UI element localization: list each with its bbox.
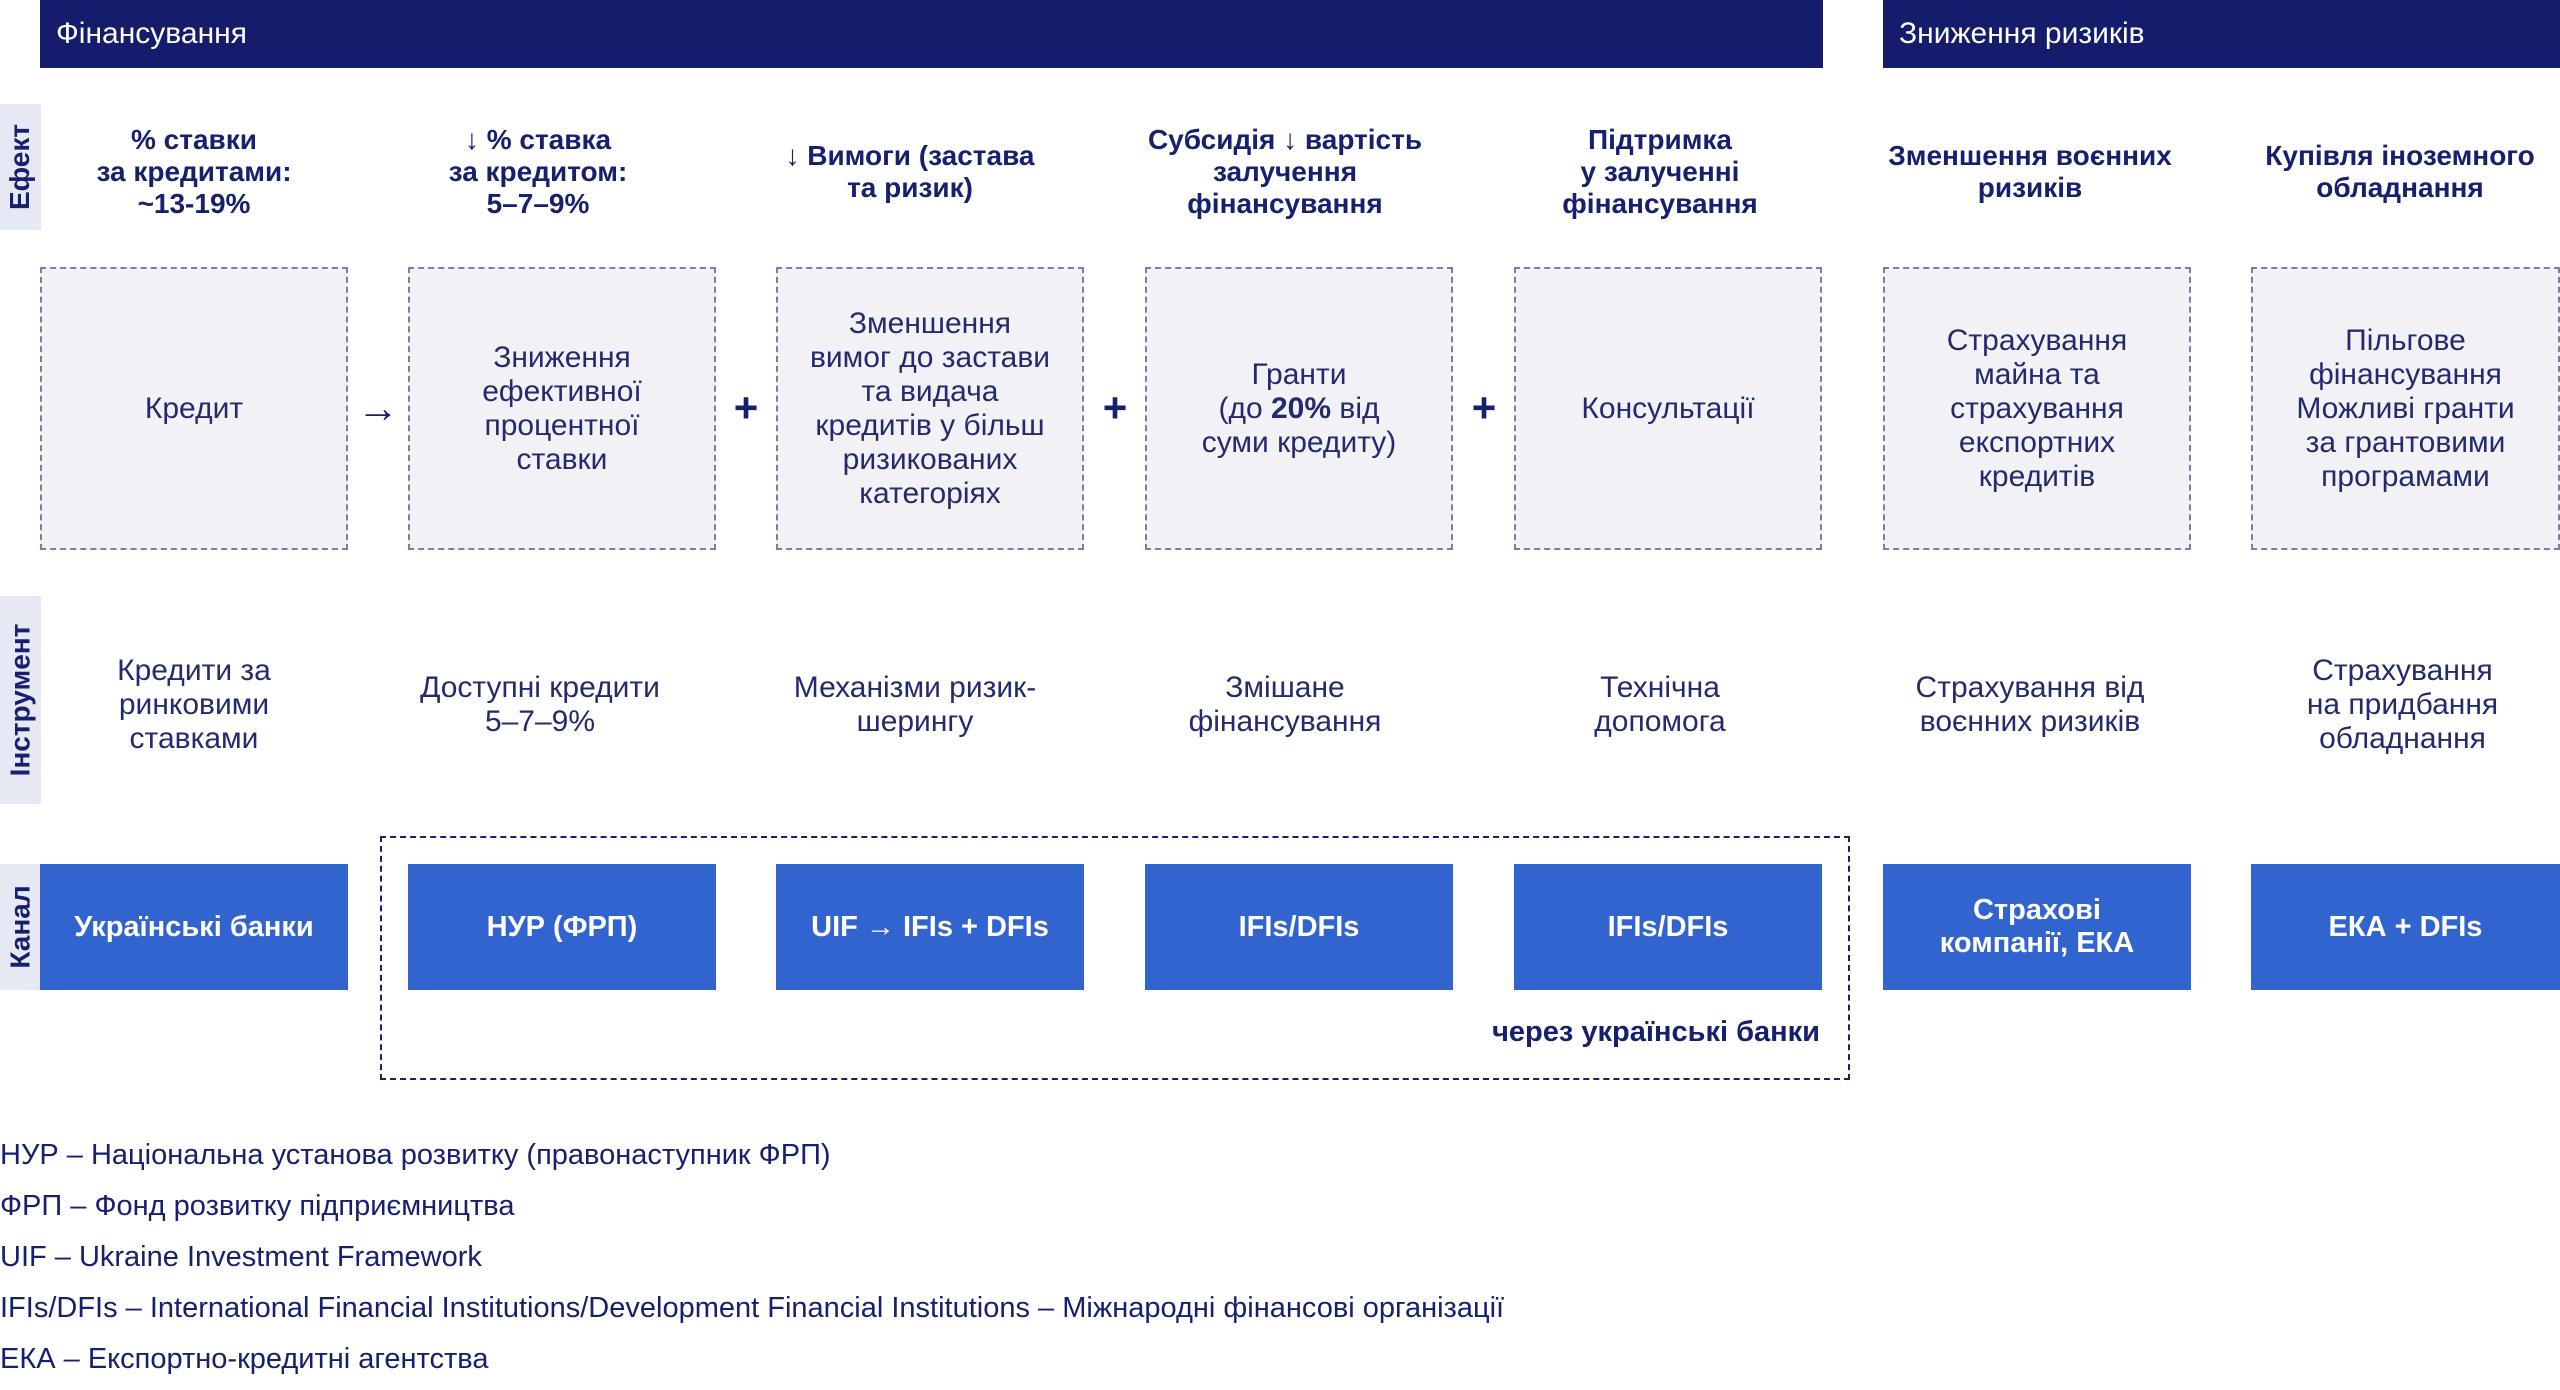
card-rate-reduction: Зниження ефективної процентної ставки bbox=[408, 267, 716, 550]
row-label-channel bbox=[0, 864, 41, 990]
row-label-effect bbox=[0, 104, 41, 230]
plus-icon: + bbox=[1102, 384, 1128, 431]
card-collateral: Зменшення вимог до застави та видача кредитів у більш ризикованих категоріях bbox=[776, 267, 1084, 550]
risk-reduction-banner-label: Зниження ризиків bbox=[1899, 17, 2145, 50]
legend-item: IFIs/DFIs – International Financial Institutions/Development Financial Institutions – Міжнародні фінансові організації bbox=[0, 1292, 1505, 1324]
effect-1: % ставки за кредитами: ~13-19% bbox=[96, 123, 292, 219]
channel-nur: НУР (ФРП) bbox=[408, 864, 716, 990]
card-consulting: Консультації bbox=[1514, 267, 1822, 550]
card-grants bbox=[1145, 267, 1453, 550]
financing-banner-label: Фінансування bbox=[56, 17, 247, 50]
card-insurance: Страхування майна та страхування експортних кредитів bbox=[1883, 267, 2191, 550]
row-label-effect-text: Ефект bbox=[4, 123, 36, 211]
instrument-1: Кредити за ринковими ставками bbox=[117, 654, 271, 755]
row-label-channel-text: Канал bbox=[4, 885, 36, 969]
effect-4: Субсидія ↓ вартість залучення фінансування bbox=[1147, 123, 1423, 219]
channel-ifis-dfis-1: IFIs/DFIs bbox=[1145, 864, 1453, 990]
channel-ukrainian-banks: Українські банки bbox=[40, 864, 348, 990]
legend-item: НУР – Національна установа розвитку (правонаступник ФРП) bbox=[0, 1139, 831, 1171]
effect-7: Купівля іноземного обладнання bbox=[2265, 139, 2535, 203]
channel-uif: UIF → IFIs + DFIs bbox=[776, 864, 1084, 990]
channel-eka-dfis: ЕКА + DFIs bbox=[2251, 864, 2560, 990]
financing-banner bbox=[40, 0, 1823, 68]
effect-5: Підтримка у залученні фінансування bbox=[1562, 123, 1758, 219]
card-preferential: Пільгове фінансування Можливі гранти за грантовими програмами bbox=[2251, 267, 2560, 550]
effect-6: Зменшення воєнних ризиків bbox=[1888, 139, 2172, 203]
legend-item: ФРП – Фонд розвитку підприємництва bbox=[0, 1190, 515, 1222]
row-label-instrument bbox=[0, 596, 41, 804]
instrument-2: Доступні кредити 5–7–9% bbox=[420, 671, 660, 738]
plus-icon: + bbox=[733, 384, 759, 431]
legend-item: ЕКА – Експортно-кредитні агентства bbox=[0, 1343, 489, 1375]
instrument-6: Страхування від воєнних ризиків bbox=[1915, 671, 2145, 738]
effect-2: ↓ % ставка за кредитом: 5–7–9% bbox=[448, 123, 628, 219]
plus-icon: + bbox=[1471, 384, 1497, 431]
card-grants-percent: 20% bbox=[1271, 391, 1332, 425]
card-credit: Кредит bbox=[40, 267, 348, 550]
effect-3: ↓ Вимоги (застава та ризик) bbox=[785, 139, 1035, 203]
legend bbox=[0, 1135, 1504, 1390]
legend-item: UIF – Ukraine Investment Framework bbox=[0, 1241, 482, 1273]
instrument-5: Технічна допомога bbox=[1594, 671, 1726, 738]
instrument-7: Страхування на придбання обладнання bbox=[2306, 654, 2499, 755]
channel-insurance-companies: Страхові компанії, ЕКА bbox=[1883, 864, 2191, 990]
via-banks-label: через українські банки bbox=[1492, 1016, 1820, 1048]
card-grants-text-pre: Гранти (до bbox=[1218, 357, 1347, 425]
channel-ifis-dfis-2: IFIs/DFIs bbox=[1514, 864, 1822, 990]
row-label-instrument-text: Інструмент bbox=[4, 623, 36, 777]
risk-reduction-banner bbox=[1883, 0, 2560, 68]
arrow-right-icon: → bbox=[357, 384, 399, 431]
instrument-4: Змішане фінансування bbox=[1188, 671, 1382, 738]
card-grants-text-post: від суми кредиту) bbox=[1201, 391, 1397, 459]
instrument-3: Механізми ризик- шерингу bbox=[793, 671, 1037, 738]
